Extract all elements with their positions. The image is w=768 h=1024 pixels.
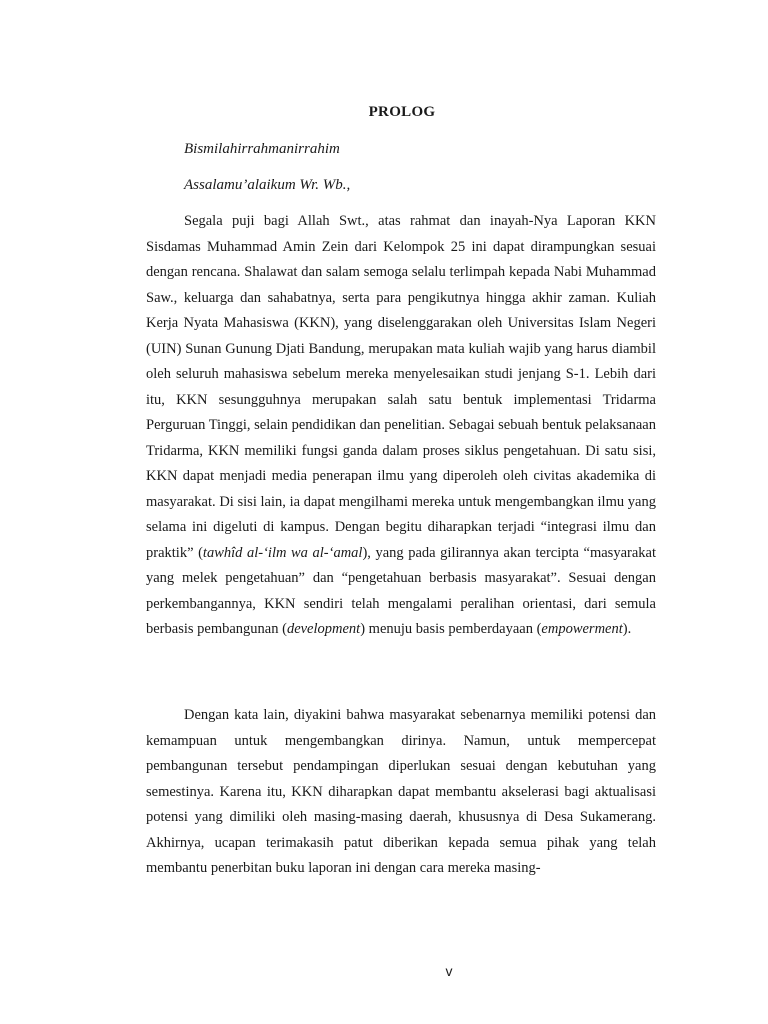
page-title: PROLOG [368,104,436,120]
paragraph-1-text-d: ). [622,621,632,637]
opening-greeting: Assalamu’alaikum Wr. Wb., [184,177,351,193]
paragraph-1-italic-term-1: tawhîd al-‘ilm wa al-‘amal [202,544,363,561]
paragraph-1-italic-term-3: empowerment [541,621,623,637]
paragraph-1-italic-term-2: development [286,621,361,637]
page-number: v [445,963,453,979]
opening-basmala: Bismilahirrahmanirrahim [184,141,340,157]
paragraph-2 [146,703,656,882]
paragraph-1-text-b: ), yang pada gilirannya akan tercipta “masyarakat yang melek pengetahuan” dan “pengetahuan berbasis masyarakat”. Sesuai dengan perkembangannya, KKN sendiri telah mengalami peralihan orientasi, dari semula berbasis pembangunan ( [146,544,656,637]
paragraph-1-text-c: ) menuju basis pemberdayaan ( [360,621,542,637]
paragraph-2-text: Dengan kata lain, diyakini bahwa masyarakat sebenarnya memiliki potensi dan kemampuan untuk mengembangkan dirinya. Namun, untuk mempercepat pembangunan tersebut pendampingan diperlukan sesuai dengan kebutuhan yang semestinya. Karena itu, KKN diharapkan dapat membantu akselerasi bagi aktualisasi potensi yang dimiliki oleh masing-masing daerah, khususnya di Desa Sukamerang. Akhirnya, ucapan terimakasih patut diberikan kepada semua pihak yang telah membantu penerbitan buku laporan ini dengan cara mereka masing- [146,707,656,876]
paragraph-1 [146,209,656,643]
paragraph-1-text-a: Segala puji bagi Allah Swt., atas rahmat dan inayah-Nya Laporan KKN Sisdamas Muhammad Amin Zein dari Kelompok 25 ini dapat dirampungkan sesuai dengan rencana. Shalawat dan salam semoga selalu terlimpah kepada Nabi Muhammad Saw., keluarga dan sahabatnya, serta para pengikutnya hingga akhir zaman. Kuliah Kerja Nyata Mahasiswa (KKN), yang diselenggarakan oleh Universitas Islam Negeri (UIN) Sunan Gunung Djati Bandung, merupakan mata kuliah wajib yang harus diambil oleh seluruh mahasiswa sebelum mereka menyelesaikan studi jenjang S-1. Lebih dari itu, KKN sesungguhnya merupakan salah satu bentuk implementasi Tridarma Perguruan Tinggi, selain pendidikan dan penelitian. Sebagai sebuah bentuk pelaksanaan Tridarma, KKN memiliki fungsi ganda dalam proses siklus pengetahuan. Di satu sisi, KKN dapat menjadi media penerapan ilmu yang diperoleh oleh civitas akademika di masyarakat. Di sisi lain, ia dapat mengilhami mereka untuk mengembangkan ilmu yang selama ini digeluti di kampus. Dengan begitu diharapkan terjadi “integrasi ilmu dan praktik” ( [146,213,656,561]
